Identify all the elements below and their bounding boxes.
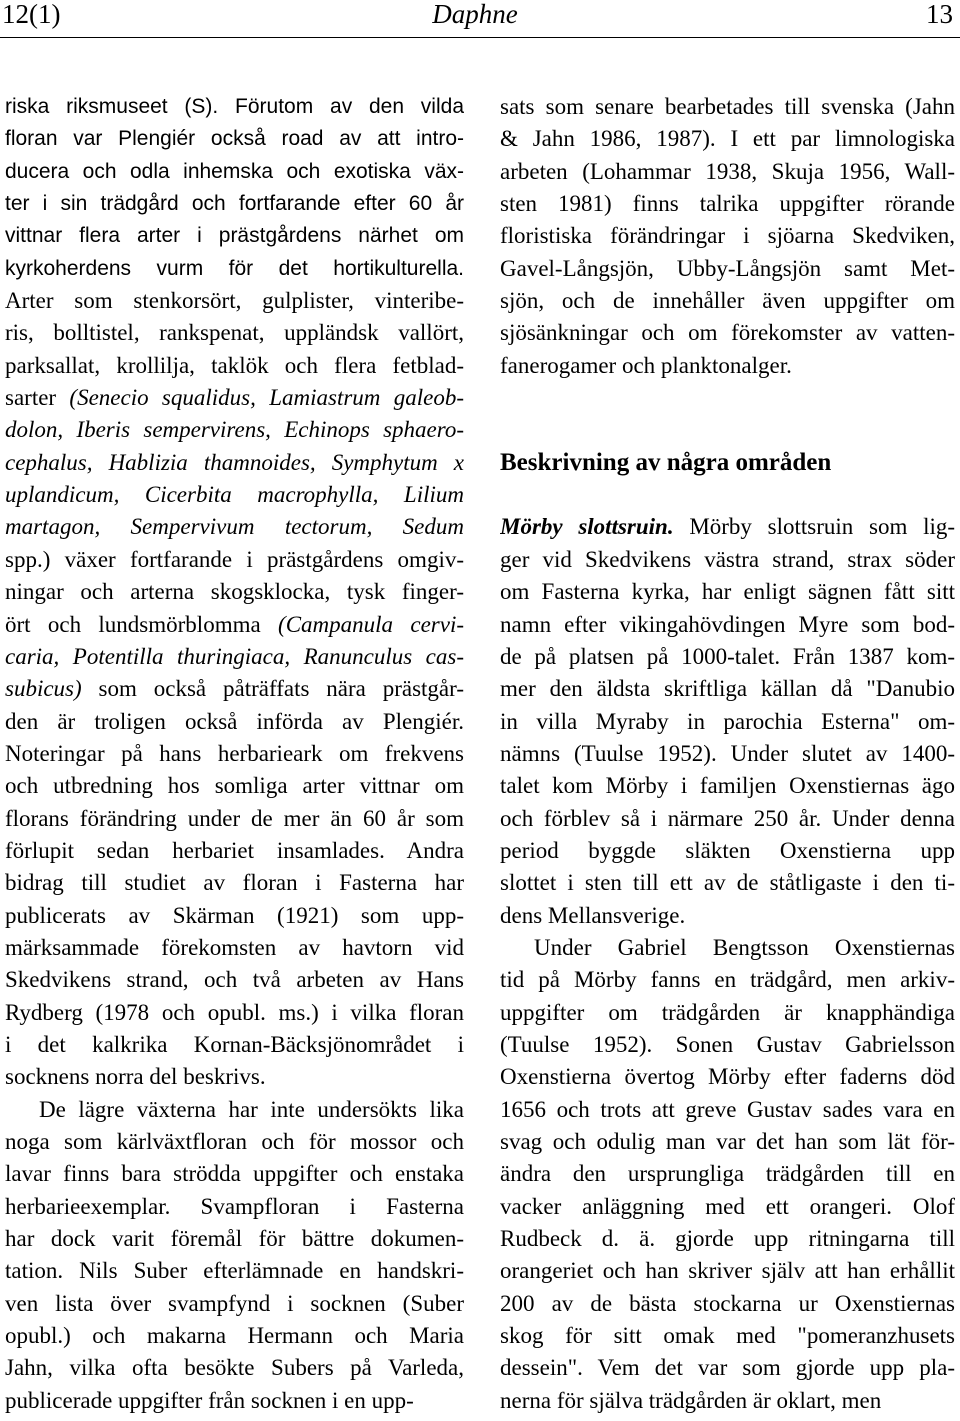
text-line: noga som kärlväxtfloran och för mossor och <box>5 1129 464 1154</box>
text-run: som också påträffats nära prästgår- <box>81 676 464 702</box>
text-line: herbarieexemplar. Svampfloran i Fasterna <box>5 1193 464 1219</box>
text-line: ter i sin trädgård och fortfarande efter 60 år <box>5 192 464 216</box>
text-line: spp.) växer fortfarande i prästgårdens omgiv- <box>5 546 464 572</box>
text-line: bidrag till studiet av floran i Fasterna har <box>5 870 464 896</box>
paragraph <box>5 1094 464 1417</box>
text-line <box>5 511 464 543</box>
run-in-heading: Mörby slottsruin. <box>500 514 674 540</box>
text-line: Jahn, vilka ofta besökte Subers på Varleda, <box>5 1355 464 1381</box>
text-line: förlupit sedan herbariet insamlades. Andra <box>5 837 464 863</box>
text-line: nerna för själva trädgården är oklart, men <box>500 1387 882 1413</box>
text-line: opubl.) och makarna Hermann och Maria <box>5 1323 464 1349</box>
text-line: 200 av de bästa stockarna ur Oxenstiernas <box>500 1290 955 1316</box>
text-line: ven lista över svampfynd i socknen (Suber <box>5 1290 464 1316</box>
text-line: (Tuulse 1952). Sonen Gustav Gabrielsson <box>500 1031 955 1057</box>
italic-text: caria, Potentilla thuringiaca, Ranunculus cas- <box>5 643 464 669</box>
text-line: fanerogamer och planktonalger. <box>500 352 792 378</box>
text-line: Gavel-Långsjön, Ubby-Långsjön samt Met- <box>500 255 955 281</box>
paragraph <box>500 91 955 382</box>
text-line: Under Gabriel Bengtsson Oxenstiernas <box>534 934 955 960</box>
paragraph <box>5 91 464 1094</box>
paragraph <box>500 932 955 1417</box>
text-line: kyrkoherdens vurm för det hortikulturella. <box>5 256 464 280</box>
text-line: Arter som stenkorsört, gulplister, vinteribe- <box>5 288 464 314</box>
text-run: Mörby slottsruin som lig- <box>673 514 955 540</box>
text-line: ris, bolltistel, rankspenat, uppländsk vallört, <box>5 320 464 346</box>
text-line: uppgifter om trädgården är knapphändiga <box>500 999 955 1025</box>
text-line: nämns (Tuulse 1952). Under slutet av 1400- <box>500 740 955 766</box>
text-line: sjösänkningar och om förekomster av vatten- <box>500 320 955 346</box>
text-line: om Fasterna kyrka, har enligt sägnen fått sitt <box>500 579 955 605</box>
italic-text: martagon, Sempervivum tectorum, Sedum <box>5 514 464 540</box>
text-line: sjön, och de innehåller även uppgifter om <box>500 288 955 314</box>
text-line <box>5 414 464 446</box>
text-line: mer den äldsta skriftliga källan då "Danubio <box>500 676 955 702</box>
text-line <box>5 447 464 479</box>
text-line: slottet i sten till ett av de ståtligaste i den ti- <box>500 870 955 896</box>
italic-text: (Campanula cervi- <box>278 611 464 637</box>
text-line: Noteringar på hans herbarieark om frekvens <box>5 740 464 766</box>
text-line: dens Mellansverige. <box>500 902 686 928</box>
text-line: publicerade uppgifter från socknen i en upp- <box>5 1387 414 1413</box>
text-line: namn efter vikingahövdingen Myre som bod- <box>500 611 955 637</box>
text-line: florans förändring under de mer än 60 år som <box>5 805 464 831</box>
text-line <box>5 382 464 414</box>
text-line: 1656 och trots att greve Gustav sades vara en <box>500 1096 955 1122</box>
text-line: Oxenstierna övertog Mörby efter faderns död <box>500 1064 955 1090</box>
journal-title: Daphne <box>432 0 518 29</box>
text-line: socknens norra del beskrivs. <box>5 1064 266 1090</box>
text-line <box>5 673 464 705</box>
text-line: skog för sitt omak med "pomeranzhusets <box>500 1323 955 1349</box>
text-line: ändra den ursprungliga trädgården till en <box>500 1161 955 1187</box>
italic-text: (Senecio squalidus, Lamiastrum galeob- <box>69 385 464 411</box>
header-rule <box>0 37 960 38</box>
text-line: ningar och arterna skogsklocka, tysk finger- <box>5 579 464 605</box>
text-line: vacker anläggning med ett orangeri. Olof <box>500 1193 955 1219</box>
text-line: tid på Mörby fanns en trädgård, men arkiv- <box>500 967 955 993</box>
paragraph <box>500 511 955 931</box>
page-header <box>0 0 960 30</box>
text-line: talet kom Mörby i familjen Oxenstiernas ägo <box>500 773 955 799</box>
text-line: De lägre växterna har inte undersökts lika <box>39 1096 464 1122</box>
text-line: riska riksmuseet (S). Förutom av den vilda <box>5 95 464 118</box>
volume-issue: 12(1) <box>2 0 61 29</box>
text-line <box>500 511 955 543</box>
text-line: ger vid Skedvikens västra strand, strax söder <box>500 546 955 572</box>
text-line: sats som senare bearbetades till svenska (Jahn <box>500 94 955 119</box>
text-line: publicerats av Skärman (1921) som upp- <box>5 902 464 928</box>
text-line: har dock varit föremål för bättre dokumen- <box>5 1226 464 1252</box>
text-line: floran var Plengiér också road av att intro- <box>5 127 464 151</box>
text-line: dessein". Vem det var som gjorde upp pla- <box>500 1355 955 1381</box>
text-line: och förblev så i närmare 250 år. Under denna <box>500 805 955 831</box>
text-line: tation. Nils Suber efterlämnade en handskri- <box>5 1258 464 1284</box>
text-line <box>5 641 464 673</box>
text-line: lavar finns bara strödda uppgifter och enstaka <box>5 1161 464 1187</box>
text-line <box>5 609 464 641</box>
text-line: & Jahn 1986, 1987). I ett par limnologiska <box>500 126 955 152</box>
section-heading: Beskrivning av några områden <box>500 448 832 476</box>
text-line: och utbredning hos somliga arter vittnar om <box>5 773 464 799</box>
italic-text: uplandicum, Cicerbita macrophylla, Lilium <box>5 482 464 508</box>
right-column <box>500 91 955 1419</box>
text-line: Rydberg (1978 och opubl. ms.) i vilka floran <box>5 999 464 1025</box>
text-line: den är troligen också införda av Plengiér. <box>5 708 464 734</box>
text-line: arbeten (Lohammar 1938, Skuja 1956, Wall- <box>500 158 955 184</box>
text-line: floristiska förändringar i sjöarna Skedviken, <box>500 223 955 249</box>
italic-text: subicus) <box>5 676 82 702</box>
italic-text: cephalus, Hablizia thamnoides, Symphytum x <box>5 449 464 475</box>
text-line <box>5 479 464 511</box>
text-line: vittnar flera arter i prästgårdens närhet om <box>5 224 464 248</box>
text-line: sten 1981) finns talrika uppgifter rörande <box>500 191 955 217</box>
left-column <box>5 91 464 1419</box>
text-line: in villa Myraby in parochia Esterna" om- <box>500 708 955 734</box>
text-line: parksallat, krollilja, taklök och flera fetblad- <box>5 352 464 378</box>
italic-text: dolon, Iberis sempervirens, Echinops sphaero- <box>5 417 464 443</box>
page-number: 13 <box>926 0 953 29</box>
text-line: märksammade förekomsten av havtorn vid <box>5 934 464 960</box>
text-line: svag och odulig man var det han som lät för- <box>500 1129 955 1154</box>
text-line: de på platsen på 1000-talet. Från 1387 kom- <box>500 643 955 669</box>
text-line: ducera och odla inhemska och exotiska väx- <box>5 159 464 183</box>
text-line: orangeriet och han skriver själv att han erhållit <box>500 1258 955 1284</box>
text-run: ört och lundsmörblomma <box>5 611 279 637</box>
text-line: Rudbeck d. ä. gjorde upp ritningarna till <box>500 1226 955 1252</box>
text-run: sarter <box>5 385 70 411</box>
text-line: period byggde släkten Oxenstierna upp <box>500 837 955 863</box>
text-line: Skedvikens strand, och två arbeten av Hans <box>5 967 464 993</box>
text-line: i det kalkrika Kornan-Bäcksjönområdet i <box>5 1031 464 1057</box>
